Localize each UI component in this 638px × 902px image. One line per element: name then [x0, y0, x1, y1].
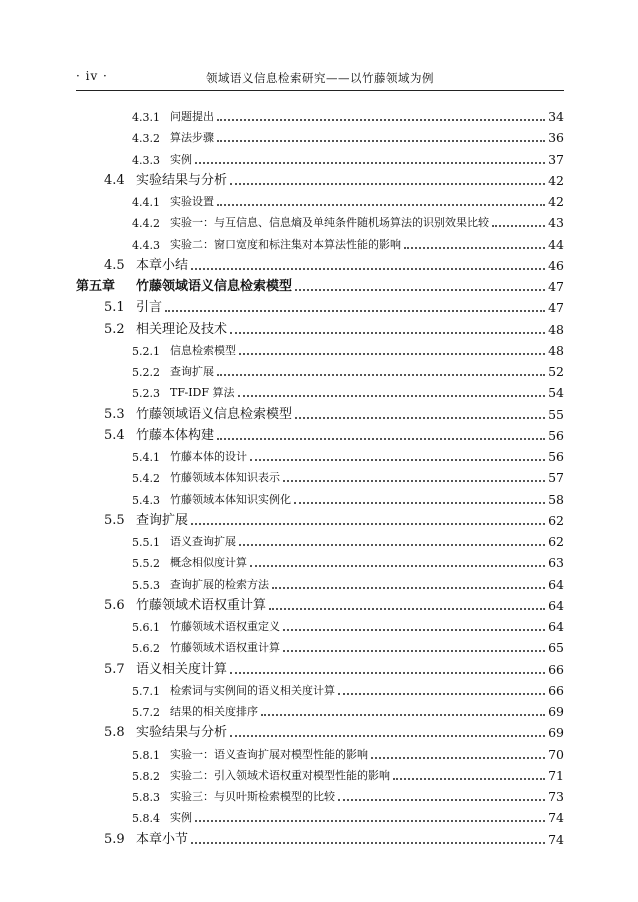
toc-entry-title: 本章小结	[136, 257, 189, 273]
toc-entry-number: 4.3.1	[132, 111, 160, 124]
dot-leader	[239, 352, 545, 355]
toc-entry-number: 4.5	[104, 257, 125, 273]
toc-entry[interactable]	[76, 147, 564, 167]
toc-entry[interactable]	[76, 550, 564, 570]
toc-entry[interactable]	[76, 423, 564, 443]
toc-entry-number: 4.4.2	[132, 217, 160, 231]
page-number: · iv ·	[76, 69, 108, 83]
toc-entry-page: 71	[548, 767, 564, 783]
toc-entry[interactable]	[76, 805, 564, 825]
dot-leader	[338, 798, 545, 801]
toc-entry-title: 算法步骤	[170, 131, 214, 145]
toc-entry-title: 引言	[136, 300, 163, 316]
toc-entry-page: 74	[548, 831, 564, 847]
toc-entry-page: 34	[548, 109, 564, 124]
toc-entry-title: 竹藤领域术语权重定义	[170, 620, 280, 633]
dot-leader	[195, 819, 545, 822]
toc-entry[interactable]	[76, 784, 564, 804]
toc-entry[interactable]	[76, 529, 564, 549]
toc-entry-number: 5.8	[104, 725, 125, 741]
toc-entry[interactable]	[76, 274, 564, 294]
dot-leader	[283, 479, 545, 482]
toc-entry-page: 69	[548, 725, 564, 741]
toc-entry-title: 相关理论及技术	[136, 321, 228, 337]
toc-entry-number: 5.7.2	[132, 706, 160, 719]
toc-entry[interactable]	[76, 827, 564, 847]
toc-entry-page: 64	[548, 619, 564, 634]
toc-entry[interactable]	[76, 465, 564, 485]
toc-entry-page: 48	[548, 321, 564, 337]
toc-entry-number: 第五章	[76, 279, 116, 294]
toc-entry-title: 实例	[170, 152, 192, 166]
toc-entry-title: 实验一：与互信息、信息熵及单纯条件随机场算法的识别效果比较	[170, 216, 489, 230]
toc-entry-title: 竹藤领域术语权重计算	[170, 641, 280, 655]
dot-leader	[294, 501, 545, 504]
toc-entry-title: 实验结果与分析	[136, 172, 228, 188]
toc-entry-number: 5.7	[104, 661, 125, 677]
toc-entry-page: 54	[548, 385, 564, 401]
dot-leader	[230, 331, 545, 334]
toc-entry[interactable]	[76, 359, 564, 379]
dot-leader	[239, 543, 545, 546]
toc-entry[interactable]	[76, 317, 564, 337]
dot-leader	[230, 671, 545, 674]
toc-entry-page: 43	[548, 215, 564, 231]
toc-entry-title: 结果的相关度排序	[170, 705, 258, 718]
toc-entry-title: 实验一：语义查询扩展对模型性能的影响	[170, 747, 368, 761]
toc-entry-number: 5.6.2	[132, 642, 160, 656]
toc-entry-title: 竹藤领域语义信息检索模型	[136, 406, 293, 422]
toc-entry-title: 竹藤本体的设计	[170, 450, 247, 463]
dot-leader	[191, 522, 545, 525]
toc-entry-title: 实验二：引入领域术语权重对模型性能的影响	[170, 768, 390, 782]
toc-entry-title: 实例	[170, 811, 192, 825]
toc-entry-title: 实验结果与分析	[136, 725, 228, 741]
toc-entry-title: 概念相似度计算	[170, 556, 247, 570]
toc-entry-page: 74	[548, 810, 564, 826]
toc-entry[interactable]	[76, 763, 564, 783]
toc-entry-number: 5.9	[104, 831, 125, 847]
dot-leader	[195, 161, 545, 164]
dot-leader	[393, 777, 545, 780]
toc-entry[interactable]	[76, 189, 564, 209]
toc-entry-page: 66	[548, 682, 564, 698]
toc-entry-number: 4.3.2	[132, 132, 160, 146]
toc-entry-page: 48	[548, 342, 564, 358]
toc-entry-page: 46	[548, 257, 564, 273]
dot-leader	[165, 309, 545, 312]
toc-entry-page: 57	[548, 470, 564, 486]
dot-leader	[238, 394, 546, 397]
dot-leader	[230, 182, 545, 185]
toc-entry[interactable]	[76, 593, 564, 613]
toc-entry-title: 竹藤本体构建	[136, 427, 215, 443]
toc-entry[interactable]	[76, 508, 564, 528]
toc-entry[interactable]	[76, 487, 564, 507]
toc-entry[interactable]	[76, 380, 564, 400]
toc-entry[interactable]	[76, 125, 564, 145]
toc-entry-title: 本章小节	[136, 831, 189, 847]
dot-leader	[404, 246, 545, 249]
dot-leader	[191, 267, 545, 270]
toc-entry[interactable]	[76, 678, 564, 698]
toc-entry-number: 4.4.3	[132, 238, 160, 252]
toc-entry-page: 47	[548, 300, 564, 316]
dot-leader	[261, 713, 545, 716]
toc-entry-page: 64	[548, 576, 564, 592]
toc-entry-page: 65	[548, 640, 564, 656]
toc-entry[interactable]	[76, 104, 564, 124]
dot-leader	[371, 756, 545, 759]
toc-entry-page: 64	[548, 597, 564, 613]
toc-entry-page: 44	[548, 236, 564, 252]
dot-leader	[217, 118, 545, 121]
dot-leader	[492, 224, 545, 227]
toc-entry-page: 52	[548, 364, 564, 379]
toc-entry-number: 5.8.3	[132, 791, 160, 804]
toc-entry[interactable]	[76, 635, 564, 655]
toc-entry[interactable]	[76, 210, 564, 230]
dot-leader	[283, 649, 545, 652]
toc-entry-number: 5.6	[104, 597, 125, 613]
toc-entry-number: 4.3.3	[132, 153, 160, 167]
dot-leader	[191, 841, 545, 844]
toc-entry-title: 实验二：窗口宽度和标注集对本算法性能的影响	[170, 237, 401, 251]
toc-entry-number: 5.2.2	[132, 366, 160, 379]
toc-entry-title: 实验三：与贝叶斯检索模型的比较	[170, 790, 335, 803]
dot-leader	[272, 586, 545, 589]
dot-leader	[230, 734, 545, 737]
toc-entry-page: 36	[548, 130, 564, 146]
dot-leader	[250, 458, 545, 461]
running-header	[76, 68, 564, 91]
toc-entry-number: 5.5.2	[132, 557, 160, 571]
toc-entry[interactable]	[76, 699, 564, 719]
toc-entry[interactable]	[76, 657, 564, 677]
toc-entry-title: 语义查询扩展	[170, 535, 236, 548]
toc-entry-title: 信息检索模型	[170, 343, 236, 357]
toc-entry-title: 检索词与实例间的语义相关度计算	[170, 683, 335, 697]
toc-entry[interactable]	[76, 720, 564, 740]
toc-entry-number: 5.5.3	[132, 578, 160, 592]
toc-entry-number: 5.2.3	[132, 387, 160, 401]
toc-entry-page: 66	[548, 661, 564, 677]
toc-entry-title: 竹藤领域本体知识表示	[170, 471, 280, 485]
toc-entry-page: 42	[548, 172, 564, 188]
dot-leader	[295, 416, 545, 419]
toc-entry[interactable]	[76, 572, 564, 592]
toc-entry-title: 竹藤领域语义信息检索模型	[136, 279, 293, 294]
toc-entry-number: 4.4.1	[132, 196, 160, 209]
toc-entry-page: 37	[548, 151, 564, 167]
dot-leader	[217, 373, 545, 376]
toc-entry-page: 55	[548, 406, 564, 422]
toc-entry[interactable]	[76, 338, 564, 358]
toc-entry[interactable]	[76, 232, 564, 252]
toc-entry[interactable]	[76, 444, 564, 464]
toc-entry-page: 47	[548, 279, 564, 294]
toc-entry-number: 5.6.1	[132, 621, 160, 634]
toc-entry-title: 语义相关度计算	[136, 661, 228, 677]
toc-entry-page: 56	[548, 427, 564, 443]
toc-entry[interactable]	[76, 168, 564, 188]
toc-entry-number: 4.4	[104, 172, 125, 188]
toc-entry-number: 5.4.3	[132, 493, 160, 507]
dot-leader	[217, 437, 545, 440]
toc-entry-page: 62	[548, 512, 564, 528]
dot-leader	[269, 607, 545, 610]
toc-entry-page: 42	[548, 194, 564, 209]
toc-entry-page: 63	[548, 555, 564, 571]
toc-entry-number: 5.2	[104, 321, 125, 337]
toc-entry[interactable]	[76, 402, 564, 422]
toc-entry-number: 5.4	[104, 427, 125, 443]
toc-entry-title: 查询扩展	[136, 512, 189, 528]
toc-entry-number: 5.2.1	[132, 344, 160, 358]
toc-entry-page: 70	[548, 746, 564, 762]
toc-entry-page: 62	[548, 534, 564, 549]
toc-entry-page: 69	[548, 704, 564, 719]
toc-entry[interactable]	[76, 295, 564, 315]
toc-entry[interactable]	[76, 614, 564, 634]
toc-entry-number: 5.1	[104, 300, 125, 316]
toc-entry-title: 竹藤领域本体知识实例化	[170, 492, 291, 506]
toc-entry-number: 5.7.1	[132, 684, 160, 698]
dot-leader	[338, 692, 545, 695]
toc-entry-title: TF-IDF 算法	[170, 386, 235, 400]
toc-entry-title: 查询扩展的检索方法	[170, 577, 269, 591]
toc-entry-page: 56	[548, 449, 564, 464]
dot-leader	[283, 628, 545, 631]
toc-entry-page: 58	[548, 491, 564, 507]
running-title: 领域语义信息检索研究——以竹藤领域为例	[206, 71, 434, 85]
toc-entry[interactable]	[76, 742, 564, 762]
toc-entry-number: 5.4.2	[132, 472, 160, 486]
toc-entry-number: 5.8.2	[132, 769, 160, 783]
toc-entry-title: 实验设置	[170, 195, 214, 208]
toc-entry[interactable]	[76, 253, 564, 273]
toc-entry-title: 竹藤领域术语权重计算	[136, 597, 267, 613]
dot-leader	[217, 203, 545, 206]
toc-entry-number: 5.5.1	[132, 536, 160, 549]
toc-entry-number: 5.4.1	[132, 451, 160, 464]
toc-entry-number: 5.8.1	[132, 748, 160, 762]
toc-entry-page: 73	[548, 789, 564, 804]
toc-entry-title: 查询扩展	[170, 365, 214, 378]
toc-entry-number: 5.8.4	[132, 812, 160, 826]
toc-entry-number: 5.5	[104, 512, 125, 528]
dot-leader	[295, 288, 545, 291]
toc-entry-title: 问题提出	[170, 110, 214, 123]
dot-leader	[217, 139, 545, 142]
toc-entry-number: 5.3	[104, 406, 125, 422]
dot-leader	[250, 564, 545, 567]
